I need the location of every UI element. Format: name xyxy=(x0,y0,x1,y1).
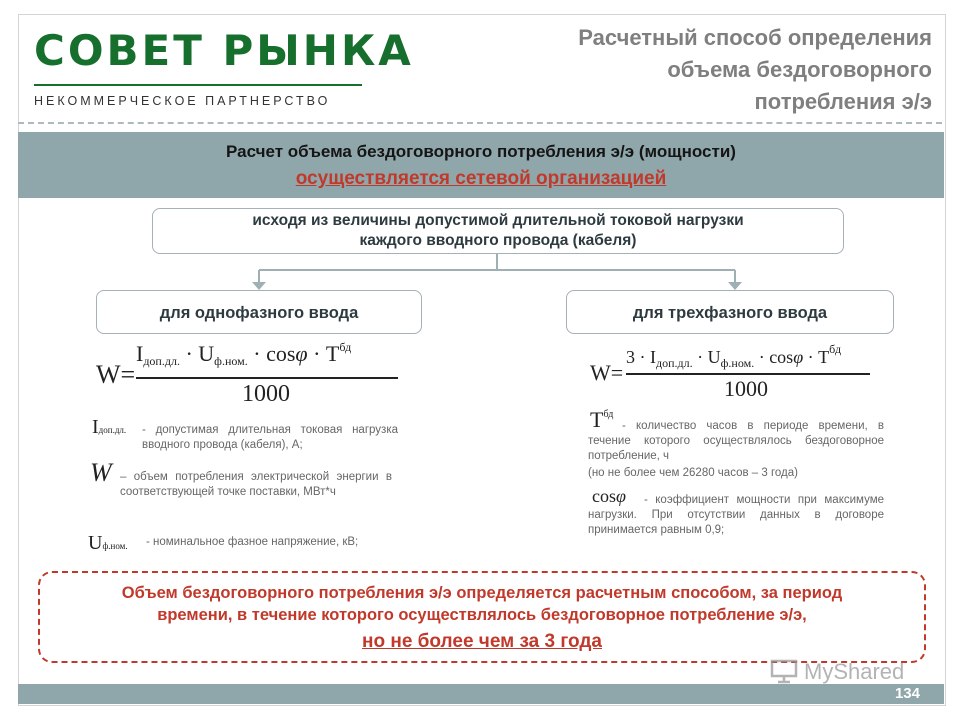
basis-line: каждого вводного провода (кабеля) xyxy=(359,232,637,249)
var-i-sub: доп.дл. xyxy=(143,354,180,368)
basis-box xyxy=(152,208,844,254)
legend-note: (но не более чем 26280 часов – 3 года) xyxy=(588,467,798,479)
footer-bar xyxy=(18,684,944,704)
var-t-sup: бд xyxy=(829,342,842,356)
legend-symbol-u: Uф.ном. xyxy=(88,532,128,554)
dot-operator: · xyxy=(313,341,321,366)
legend-symbol-w: W xyxy=(90,458,112,487)
formula-denominator: 1000 xyxy=(242,381,290,407)
band-title: Расчет объема бездоговорного потребления э/э (мощности) xyxy=(226,142,736,161)
band-subtitle: осуществляется сетевой организацией xyxy=(295,168,667,189)
dot-operator: · xyxy=(697,347,704,367)
legend-symbol-i: Iдоп.дл. xyxy=(92,416,127,438)
page-number: 134 xyxy=(894,685,920,702)
watermark-text: MyShared xyxy=(804,659,905,684)
presentation-icon xyxy=(770,658,800,684)
conclusion-text: Объем бездоговорного потребления э/э определяется расчетным способом, за период времени, в течение которого осуществлялось бездоговорное потребление э/э, xyxy=(121,584,843,624)
var-u: U xyxy=(198,341,215,366)
formula-numerator xyxy=(136,340,351,369)
var-i: I xyxy=(136,341,144,366)
var-i-sub: доп.дл. xyxy=(656,356,693,370)
logo-subtitle: НЕКОММЕРЧЕСКОЕ ПАРТНЕРСТВО xyxy=(34,94,331,108)
watermark xyxy=(770,658,904,685)
dot-operator: · xyxy=(253,341,261,366)
cos-function: cos xyxy=(769,347,794,367)
conclusion-box xyxy=(38,571,926,663)
dot-operator: · xyxy=(639,347,646,367)
var-t: T xyxy=(818,347,830,367)
basis-line: исходя из величины допустимой длительной токовой нагрузки xyxy=(252,212,744,229)
legend-text: - допустимая длительная токовая нагрузка вводного провода (кабеля), А; xyxy=(142,424,398,451)
legend-text: - номинальное фазное напряжение, кВ; xyxy=(146,536,359,548)
arrow-down-icon xyxy=(728,282,742,290)
single-phase-box: для однофазного ввода xyxy=(96,290,422,334)
three-phase-formula xyxy=(590,340,890,410)
var-t-sup: бд xyxy=(339,340,352,354)
var-phi: φ xyxy=(295,341,308,366)
legend-symbol-cos: cosφ xyxy=(592,486,626,506)
dot-operator: · xyxy=(185,341,193,366)
cos-function: cos xyxy=(266,341,296,366)
formula-lhs: W= xyxy=(590,360,624,385)
slide-title-line: Расчетный способ определения xyxy=(578,25,932,50)
single-phase-formula xyxy=(96,340,416,410)
legend-text: - коэффициент мощности при максимуме нагрузки. При отсутствии данных в договоре принимается равным 0,9; xyxy=(588,494,884,536)
dot-operator: · xyxy=(807,347,814,367)
legend-text: – объем потребления электрической энергии в соответствующей точке поставки, МВт*ч xyxy=(120,471,392,498)
formula-denominator: 1000 xyxy=(724,376,768,401)
var-u-sub: ф.ном. xyxy=(720,356,755,370)
fraction-bar xyxy=(626,373,870,375)
var-u-sub: ф.ном. xyxy=(214,354,248,368)
dot-operator: · xyxy=(758,347,765,367)
arrow-down-icon xyxy=(252,282,266,290)
var-phi: φ xyxy=(793,347,804,367)
three-phase-box: для трехфазного ввода xyxy=(566,290,894,334)
legend-text: - количество часов в периоде времени, в течение которого осуществлялось бездоговорное потребление, ч xyxy=(588,420,884,462)
var-i: I xyxy=(650,347,656,367)
fraction-bar xyxy=(136,377,398,379)
formula-lhs: W= xyxy=(96,360,136,389)
slide-title-line: объема бездоговорного xyxy=(667,57,932,82)
logo-title: СОВЕТ РЫНКА xyxy=(34,26,414,75)
formula-numerator xyxy=(626,342,841,371)
coefficient: 3 xyxy=(626,347,635,367)
slide-title-line: потребления э/э xyxy=(754,89,932,114)
var-t: T xyxy=(325,341,340,366)
var-u: U xyxy=(707,347,721,367)
conclusion-emphasis: но не более чем за 3 года xyxy=(362,631,602,652)
legend-symbol-t: $T^{бд}$ xyxy=(590,407,614,432)
